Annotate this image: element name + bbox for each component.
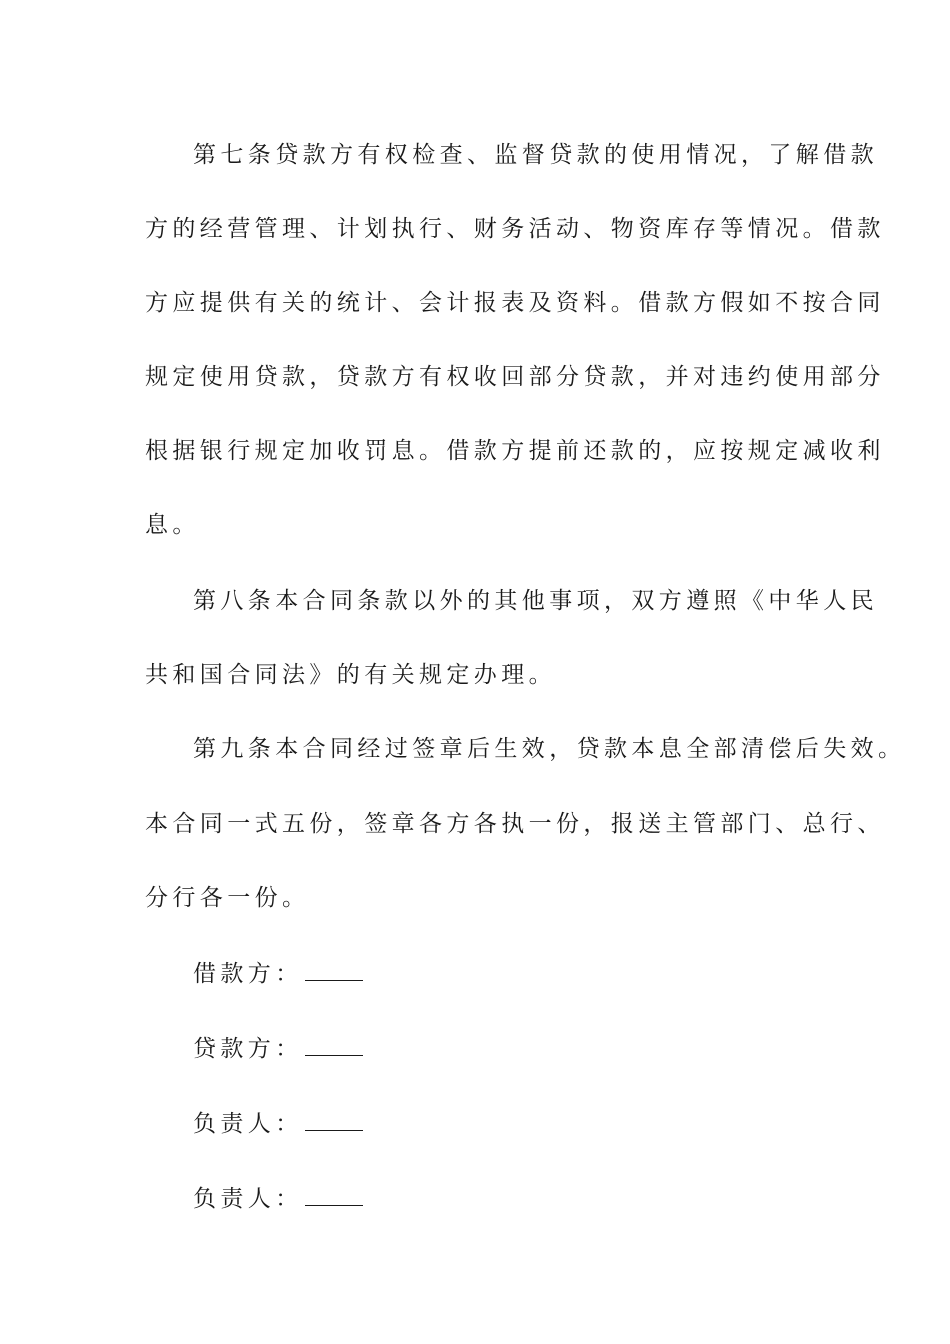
lender-signature [193,1029,363,1069]
borrower-label: 借款方： [193,961,303,987]
lender-rep-signature [193,1179,363,1219]
article8-line2: 共和国合同法》的有关规定办理。 [145,662,556,688]
borrower-signature [193,954,363,994]
article7-line2: 方的经营管理、计划执行、财务活动、物资库存等情况。借款 [145,216,885,242]
borrower-signature-blank [305,954,363,981]
article7-line3: 方应提供有关的统计、会计报表及资料。借款方假如不按合同 [145,290,885,316]
lender-rep-signature-blank [305,1179,363,1206]
lender-signature-blank [305,1029,363,1056]
article7-line5: 根据银行规定加收罚息。借款方提前还款的，应按规定减收利 [145,438,885,464]
article9-line1: 第九条本合同经过签章后生效，贷款本息全部清偿后失效。 [193,736,906,762]
borrower-rep-signature [193,1104,363,1144]
article7-line1: 第七条贷款方有权检查、监督贷款的使用情况，了解借款 [193,142,878,168]
article9-line3: 分行各一份。 [145,885,310,911]
borrower-rep-label: 负责人： [193,1111,303,1137]
lender-rep-label: 负责人： [193,1186,303,1212]
article9-line2: 本合同一式五份，签章各方各执一份，报送主管部门、总行、 [145,811,885,837]
article7-line6: 息。 [145,512,200,538]
article7-line4: 规定使用贷款，贷款方有权收回部分贷款，并对违约使用部分 [145,364,885,390]
borrower-rep-signature-blank [305,1104,363,1131]
article8-line1: 第八条本合同条款以外的其他事项，双方遵照《中华人民 [193,588,878,614]
lender-label: 贷款方： [193,1036,303,1062]
